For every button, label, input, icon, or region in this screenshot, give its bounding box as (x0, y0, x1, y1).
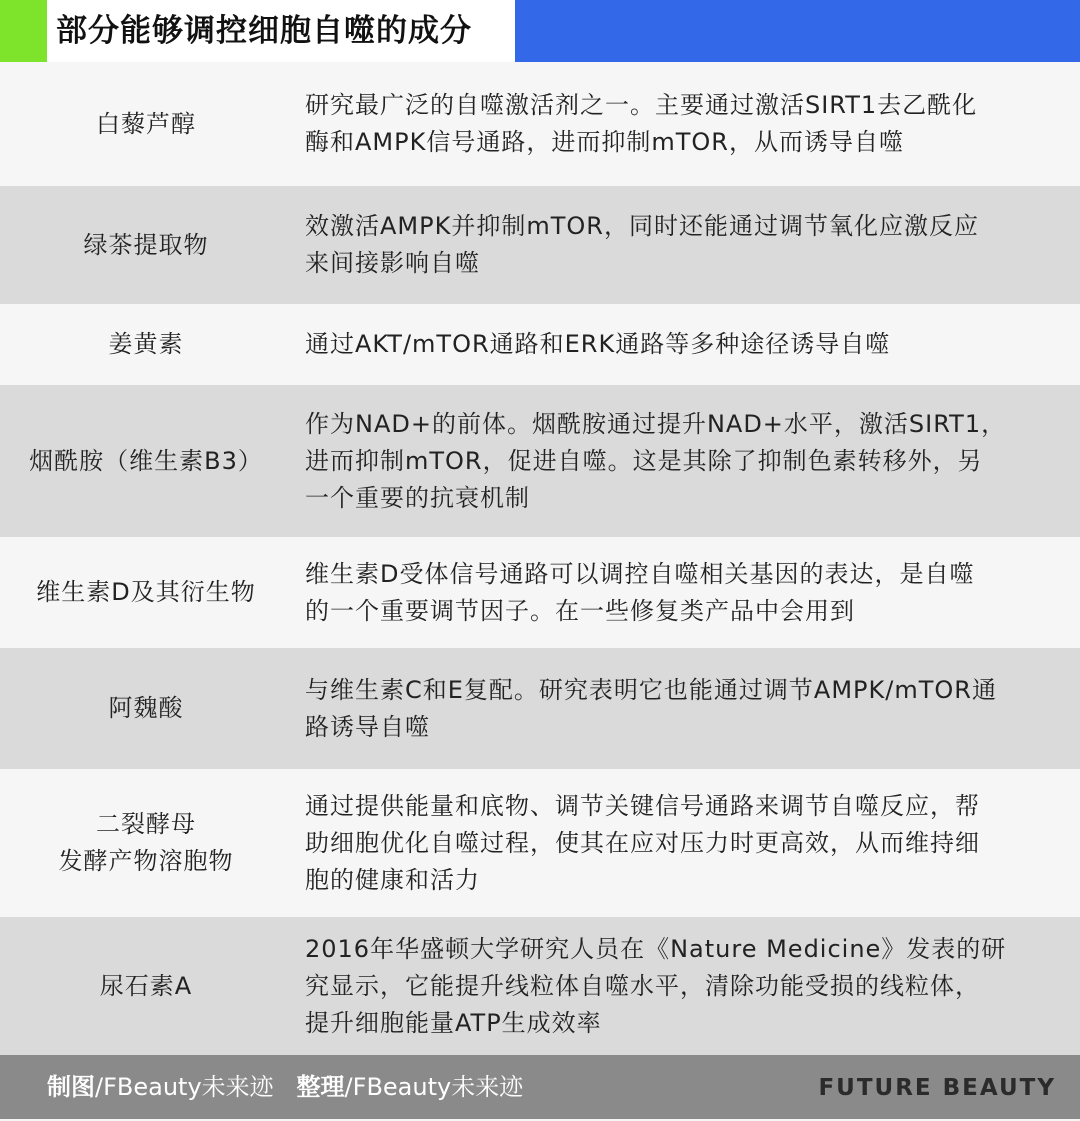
table-row (0, 537, 1080, 648)
page-title: 部分能够调控细胞自噬的成分 (56, 13, 472, 49)
table-row (0, 769, 1080, 917)
table-row (0, 304, 1080, 385)
ingredient-description: 作为NAD+的前体。烟酰胺通过提升NAD+水平，激活SIRT1， 进而抑制mTOR，促进自噬。这是其除了抑制色素转移外，另 一个重要的抗衰机制 (305, 409, 1007, 512)
brand-logo-text: FUTURE BEAUTY (818, 1075, 1056, 1101)
table-row (0, 385, 1080, 537)
ingredient-table (0, 62, 1080, 1055)
ingredient-description: 维生素D受体信号通路可以调控自噬相关基因的表达，是自噬 的一个重要调节因子。在一些修复类产品中会用到 (305, 559, 975, 625)
ingredient-name: 二裂酵母 发酵产物溶胞物 (58, 810, 234, 875)
ingredient-name: 维生素D及其衍生物 (36, 578, 256, 606)
ingredient-description: 通过提供能量和底物、调节关键信号通路来调节自噬反应，帮 助细胞优化自噬过程，使其在应对压力时更高效，从而维持细 胞的健康和活力 (305, 791, 980, 894)
ingredient-name: 姜黄素 (108, 330, 184, 358)
ingredient-description: 2016年华盛顿大学研究人员在《Nature Medicine》发表的研 究显示，它能提升线粒体自噬水平，清除功能受损的线粒体， 提升细胞能量ATP生成效率 (305, 934, 1007, 1037)
credits (47, 1055, 523, 1119)
ingredient-name: 白藜芦醇 (96, 109, 196, 138)
header (0, 0, 1080, 62)
table-row (0, 648, 1080, 769)
credit-chart-value: /FBeauty未来迹 (95, 1073, 274, 1101)
blue-accent-bar (515, 0, 1080, 62)
ingredient-name: 阿魏酸 (108, 694, 184, 722)
ingredient-name: 绿茶提取物 (83, 230, 209, 259)
ingredient-description: 研究最广泛的自噬激活剂之一。主要通过激活SIRT1去乙酰化 酶和AMPK信号通路，进而抑制mTOR，从而诱导自噬 (305, 91, 978, 156)
table-row (0, 62, 1080, 186)
ingredient-name: 尿石素A (99, 971, 193, 1000)
ingredient-description: 通过AKT/mTOR通路和ERK通路等多种途径诱导自噬 (305, 330, 891, 358)
credit-editor-label: 整理 (296, 1073, 345, 1101)
green-accent-block (0, 0, 47, 62)
credit-chart-label: 制图 (47, 1073, 95, 1101)
table-row (0, 186, 1080, 304)
footer (0, 1055, 1080, 1119)
credit-editor-value: /FBeauty未来迹 (344, 1073, 524, 1101)
ingredient-description: 效激活AMPK并抑制mTOR，同时还能通过调节氧化应激反应 来间接影响自噬 (305, 212, 979, 277)
table-row (0, 917, 1080, 1055)
ingredient-name: 烟酰胺（维生素B3） (29, 446, 263, 475)
ingredient-description: 与维生素C和E复配。研究表明它也能通过调节AMPK/mTOR通 路诱导自噬 (305, 675, 997, 741)
